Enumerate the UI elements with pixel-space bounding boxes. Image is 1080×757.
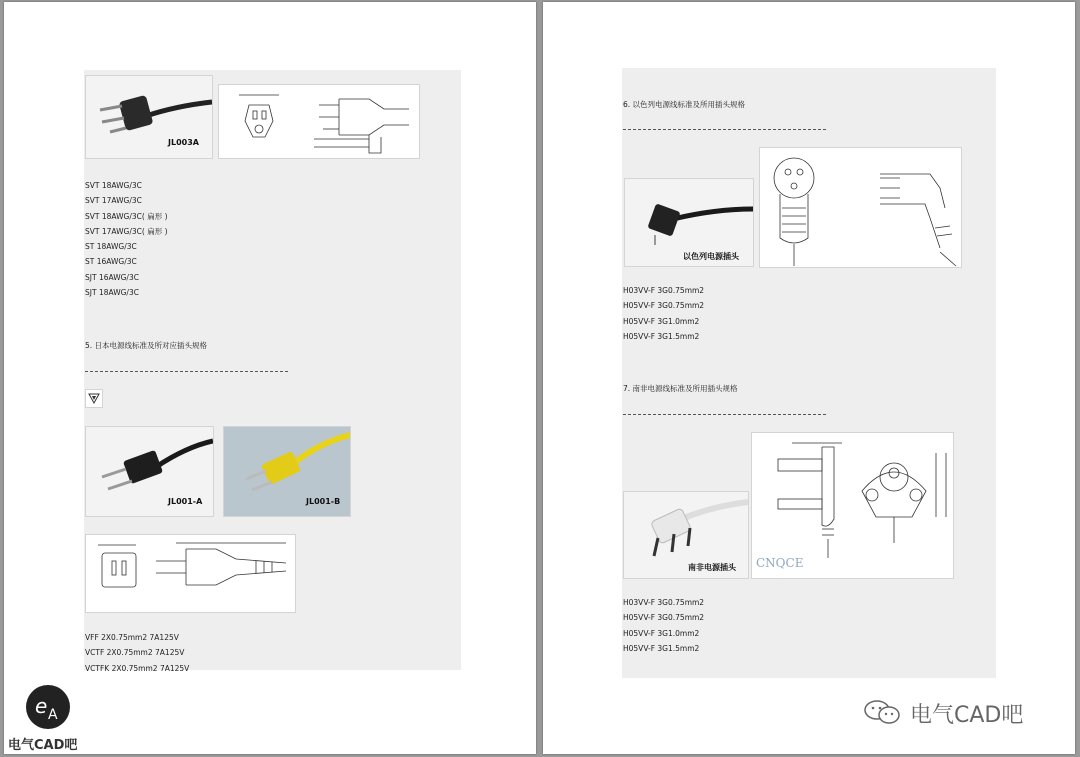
us-spec-item: SJT 16AWG/3C xyxy=(85,272,139,282)
sa-spec-item: H05VV-F 3G1.0mm2 xyxy=(623,628,700,638)
svg-text:A: A xyxy=(48,707,58,723)
jl003a-caption: JL003A xyxy=(168,138,199,147)
plug-photo-jl001a xyxy=(85,426,214,517)
us-spec-item: SJT 18AWG/3C xyxy=(85,288,139,298)
us-spec-item: ST 16AWG/3C xyxy=(85,257,137,267)
section6-heading: 6. 以色列电源线标准及所用插头规格 xyxy=(623,100,746,109)
section5-rule xyxy=(85,371,288,372)
sa-logo: CNQCE xyxy=(756,556,804,570)
israel-spec-list xyxy=(623,283,704,344)
israel-spec-item: H05VV-F 3G1.5mm2 xyxy=(623,331,700,341)
sa-spec-item: H03VV-F 3G0.75mm2 xyxy=(623,598,705,607)
section5-heading: 5. 日本电源线标准及所对应插头规格 xyxy=(85,341,208,350)
watermark-right-text: 电气CAD吧 xyxy=(910,703,1024,728)
section7-heading: 7. 南非电源线标准及所用插头规格 xyxy=(623,384,738,393)
sa-spec-list xyxy=(623,595,704,656)
us-spec-item: SVT 18AWG/3C xyxy=(85,181,142,190)
israel-photo-caption: 以色列电源插头 xyxy=(683,252,739,261)
jp-spec-list xyxy=(85,630,189,676)
us-spec-item: ST 18AWG/3C xyxy=(85,242,137,252)
plug-drawing-jl001 xyxy=(85,534,296,613)
israel-spec-item: H05VV-F 3G0.75mm2 xyxy=(623,301,705,311)
sa-photo-caption: 南非电源插头 xyxy=(688,563,736,572)
section7-rule xyxy=(623,414,826,415)
plug-photo-jl001b xyxy=(223,426,351,517)
us-spec-item: SVT 17AWG/3C( 扁形 ) xyxy=(85,226,168,236)
section6-rule xyxy=(623,129,826,130)
watermark-logo-icon xyxy=(26,685,70,729)
document-page-right xyxy=(543,2,1075,754)
svg-text:e: e xyxy=(35,694,48,718)
israel-plug-photo xyxy=(624,178,754,267)
jl001a-caption: JL001-A xyxy=(168,497,203,506)
warning-triangle-icon xyxy=(85,389,103,408)
israel-spec-item: H03VV-F 3G0.75mm2 xyxy=(623,286,705,295)
document-page-left xyxy=(4,2,536,754)
jp-spec-item: VFF 2X0.75mm2 7A125V xyxy=(85,633,179,642)
us-spec-item: SVT 17AWG/3C xyxy=(85,196,142,206)
sa-plug-drawing xyxy=(751,432,954,579)
plug-photo-jl003a xyxy=(85,75,213,159)
us-spec-list xyxy=(85,178,168,300)
jl001b-caption: JL001-B xyxy=(306,497,341,506)
jp-spec-item: VCTF 2X0.75mm2 7A125V xyxy=(85,648,185,658)
israel-plug-drawing xyxy=(759,147,962,268)
sa-spec-item: H05VV-F 3G0.75mm2 xyxy=(623,613,705,623)
wechat-icon xyxy=(863,698,903,730)
sa-spec-item: H05VV-F 3G1.5mm2 xyxy=(623,643,700,653)
us-spec-item: SVT 18AWG/3C( 扁形 ) xyxy=(85,211,168,221)
jp-spec-item: VCTFK 2X0.75mm2 7A125V xyxy=(85,663,190,673)
watermark-left-text: 电气CAD吧 xyxy=(8,738,78,753)
israel-spec-item: H05VV-F 3G1.0mm2 xyxy=(623,316,700,326)
sa-plug-photo xyxy=(623,491,749,579)
plug-drawing-jl003a xyxy=(218,84,420,159)
